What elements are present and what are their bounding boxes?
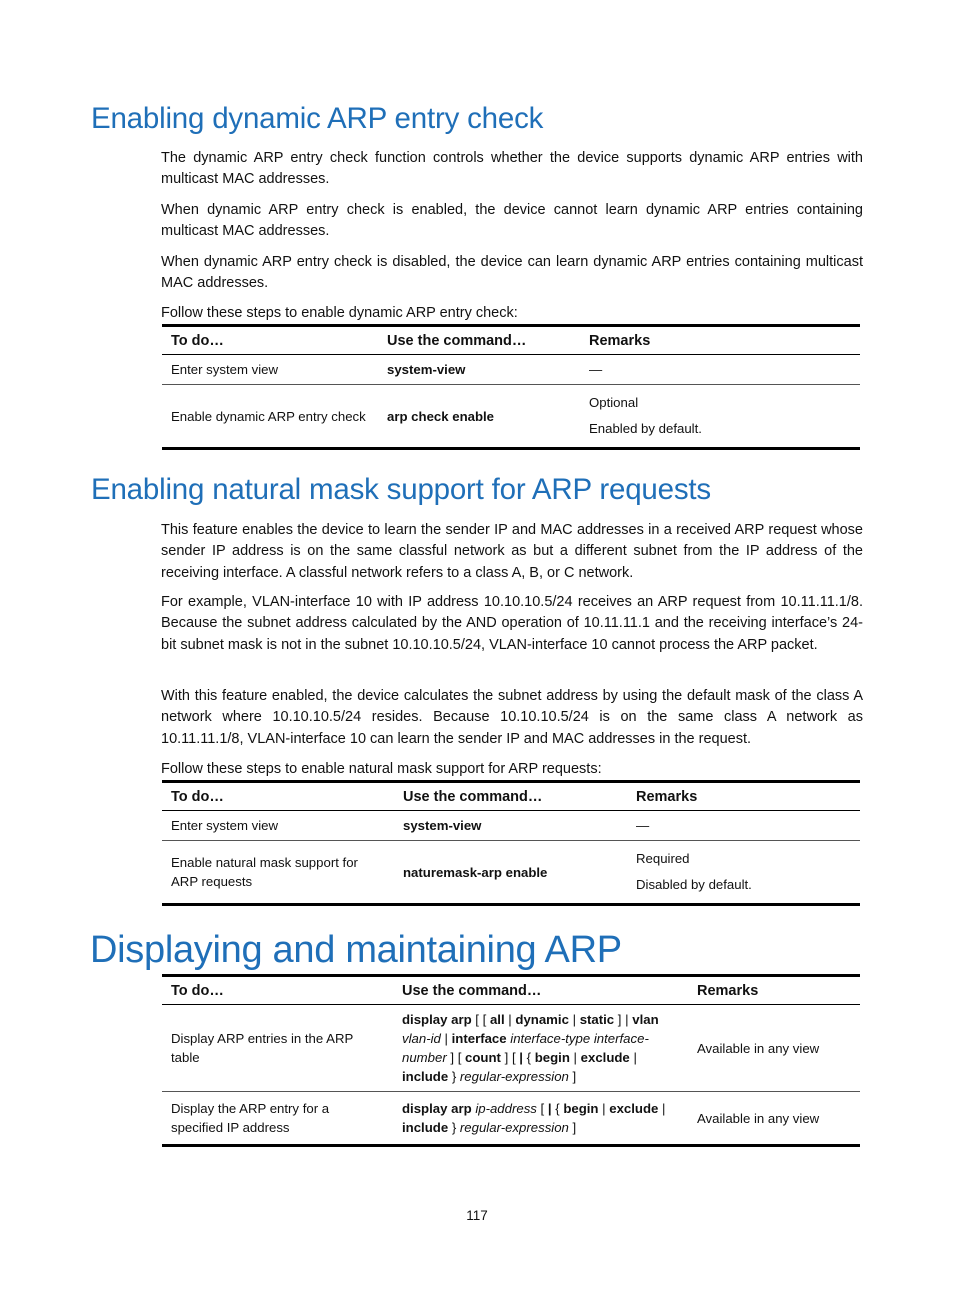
table-header-row bbox=[162, 976, 860, 1005]
paragraph: When dynamic ARP entry check is enabled, the device cannot learn dynamic ARP entries containing multicast MAC addresses. bbox=[161, 202, 863, 240]
cell-remarks: — bbox=[636, 818, 650, 833]
header-todo: To do… bbox=[162, 782, 394, 811]
paragraph: This feature enables the device to learn the sender IP and MAC addresses in a received ARP request whose sender IP address is on the same classful network as but a different subnet from the IP address of the receiving interface. A classful network refers to a class A, B, or C network. bbox=[161, 522, 863, 581]
remark-line: Required bbox=[636, 851, 690, 866]
cell-todo: Display the ARP entry for a specified IP address bbox=[171, 1101, 330, 1135]
cmd-syntax: [ [ bbox=[471, 1012, 490, 1027]
cmd-keyword: begin bbox=[563, 1101, 599, 1116]
cmd-syntax: { bbox=[522, 1050, 535, 1065]
header-command: Use the command… bbox=[378, 326, 580, 355]
header-command: Use the command… bbox=[393, 976, 688, 1005]
paragraph: When dynamic ARP entry check is disabled, the device can learn dynamic ARP entries containing multicast MAC addresses. bbox=[161, 254, 863, 292]
cmd-syntax: | bbox=[629, 1050, 637, 1065]
cmd-keyword: | bbox=[519, 1050, 523, 1065]
table-lead-in: Follow these steps to enable dynamic ARP entry check: bbox=[161, 305, 518, 321]
page-number: 117 bbox=[466, 1208, 488, 1223]
header-remarks: Remarks bbox=[688, 976, 860, 1005]
table-row bbox=[162, 1092, 860, 1146]
cmd-keyword: display arp bbox=[402, 1012, 472, 1027]
cmd-syntax: | bbox=[568, 1012, 580, 1027]
header-remarks: Remarks bbox=[580, 326, 860, 355]
remark-line: Disabled by default. bbox=[636, 877, 752, 892]
header-command: Use the command… bbox=[394, 782, 627, 811]
cmd-syntax: } bbox=[448, 1069, 460, 1084]
table-row bbox=[162, 811, 860, 841]
cmd-keyword: static bbox=[579, 1012, 615, 1027]
header-todo: To do… bbox=[162, 976, 393, 1005]
cell-remarks: — bbox=[589, 362, 603, 377]
cmd-keyword: exclude bbox=[580, 1050, 630, 1065]
table-header-row bbox=[162, 782, 860, 811]
cmd-argument: regular-expression bbox=[459, 1120, 569, 1135]
cmd-keyword: count bbox=[465, 1050, 501, 1065]
cmd-syntax: { bbox=[551, 1101, 564, 1116]
command-table-natural-mask bbox=[162, 780, 860, 906]
cell-command: system-view bbox=[387, 362, 466, 377]
cmd-keyword: include bbox=[402, 1120, 449, 1135]
cmd-argument: vlan-id bbox=[402, 1031, 441, 1046]
cmd-syntax: | bbox=[440, 1031, 452, 1046]
cmd-syntax: ] [ bbox=[500, 1050, 520, 1065]
cell-remarks bbox=[627, 841, 860, 905]
cell-todo: Enable dynamic ARP entry check bbox=[171, 408, 366, 424]
cell-todo: Enter system view bbox=[171, 818, 278, 833]
header-todo: To do… bbox=[162, 326, 378, 355]
remark-line: Enabled by default. bbox=[589, 421, 702, 436]
cmd-keyword: dynamic bbox=[515, 1012, 569, 1027]
command-table-display-arp bbox=[162, 974, 860, 1147]
cmd-argument: regular-expression bbox=[459, 1069, 569, 1084]
table-row bbox=[162, 841, 860, 905]
cell-remarks: Available in any view bbox=[697, 1040, 820, 1056]
cmd-syntax: | bbox=[504, 1012, 516, 1027]
cell-command: system-view bbox=[403, 818, 482, 833]
cmd-syntax: ] [ bbox=[446, 1050, 466, 1065]
cmd-keyword: | bbox=[547, 1101, 552, 1116]
cmd-argument: interface-number bbox=[402, 1031, 649, 1065]
cell-remarks: Available in any view bbox=[697, 1110, 820, 1126]
paragraph: For example, VLAN-interface 10 with IP address 10.10.10.5/24 receives an ARP request from 10.11.11.1/8. Because the subnet address calculated by the AND operation of 10.11.11.1 and the receiving interface’s 24-bit subnet mask is not in the subnet 10.10.10.5/24, VLAN-interface 10 cannot process the ARP packet. bbox=[161, 594, 863, 653]
cell-todo: Enable natural mask support for ARP requests bbox=[171, 855, 358, 889]
cmd-keyword: exclude bbox=[609, 1101, 659, 1116]
cmd-syntax: } bbox=[448, 1120, 460, 1135]
command-table-dynamic-arp-check bbox=[162, 324, 860, 450]
cell-remarks bbox=[580, 385, 860, 449]
cell-command: arp check enable bbox=[387, 408, 495, 424]
cmd-keyword: begin bbox=[534, 1050, 570, 1065]
cmd-keyword: display arp bbox=[402, 1101, 472, 1116]
cmd-keyword: interface bbox=[451, 1031, 507, 1046]
cmd-keyword: vlan bbox=[632, 1012, 659, 1027]
cmd-syntax: ] bbox=[568, 1120, 577, 1135]
table-lead-in: Follow these steps to enable natural mask support for ARP requests: bbox=[161, 761, 602, 777]
cmd-keyword: all bbox=[489, 1012, 505, 1027]
cmd-keyword: include bbox=[402, 1069, 449, 1084]
cmd-syntax: [ bbox=[536, 1101, 548, 1116]
table-row bbox=[162, 385, 860, 449]
header-remarks: Remarks bbox=[627, 782, 860, 811]
cmd-syntax: | bbox=[658, 1101, 666, 1116]
cmd-argument: ip-address bbox=[475, 1101, 537, 1116]
cell-todo: Display ARP entries in the ARP table bbox=[171, 1031, 354, 1065]
cmd-syntax: | bbox=[598, 1101, 610, 1116]
paragraph: The dynamic ARP entry check function controls whether the device supports dynamic ARP entries with multicast MAC addresses. bbox=[161, 150, 863, 188]
paragraph: With this feature enabled, the device calculates the subnet address by using the default mask of the class A network where 10.10.10.5/24 resides. Because 10.10.10.5/24 is on the same class A network as 10.11.11.1/8, VLAN-interface 10 can learn the sender IP and MAC addresses in the request. bbox=[161, 688, 863, 747]
cell-command: naturemask-arp enable bbox=[403, 864, 548, 880]
section-title-natural-mask: Enabling natural mask support for ARP requests bbox=[91, 473, 711, 506]
cmd-syntax: ] | bbox=[614, 1012, 633, 1027]
section-title-dynamic-arp-check: Enabling dynamic ARP entry check bbox=[91, 102, 544, 135]
table-row bbox=[162, 1005, 860, 1092]
chapter-title-displaying-maintaining-arp: Displaying and maintaining ARP bbox=[90, 929, 622, 971]
table-row bbox=[162, 355, 860, 385]
cmd-argument: interface-type bbox=[510, 1031, 591, 1046]
table-header-row bbox=[162, 326, 860, 355]
remark-line: Optional bbox=[589, 395, 639, 410]
cmd-syntax: ] bbox=[568, 1069, 577, 1084]
cell-command bbox=[393, 1005, 688, 1092]
cell-command bbox=[393, 1092, 688, 1146]
cell-todo: Enter system view bbox=[171, 362, 278, 377]
cmd-syntax: | bbox=[569, 1050, 581, 1065]
